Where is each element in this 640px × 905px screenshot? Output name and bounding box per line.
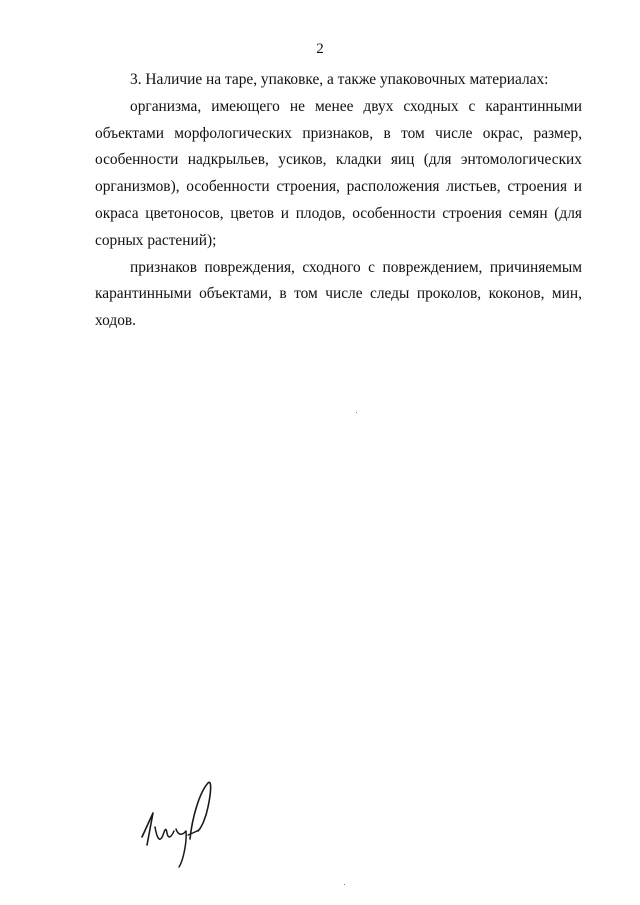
document-body xyxy=(95,67,582,335)
scan-speck xyxy=(356,412,357,413)
page-number: 2 xyxy=(316,41,324,57)
signature-icon xyxy=(138,775,253,875)
paragraph-organism-criteria: организма, имеющего не менее двух сходных с карантинными объектами морфологических признаков, в том числе окрас, размер, особенности надкрыльев, усиков, кладки яиц (для энтомологических организмов), особенности строения, расположения листьев, строения и окраса цветоносов, цветов и плодов, особенности строения семян (для сорных растений); xyxy=(95,97,582,249)
paragraph-heading-item-3: 3. Наличие на таре, упаковке, а также упаковочных материалах: xyxy=(130,71,549,88)
scan-speck xyxy=(344,884,345,885)
paragraph-damage-signs: признаков повреждения, сходного с повреждением, причиняемым карантинными объектами, в том числе следы проколов, коконов, мин, ходов. xyxy=(95,258,582,330)
